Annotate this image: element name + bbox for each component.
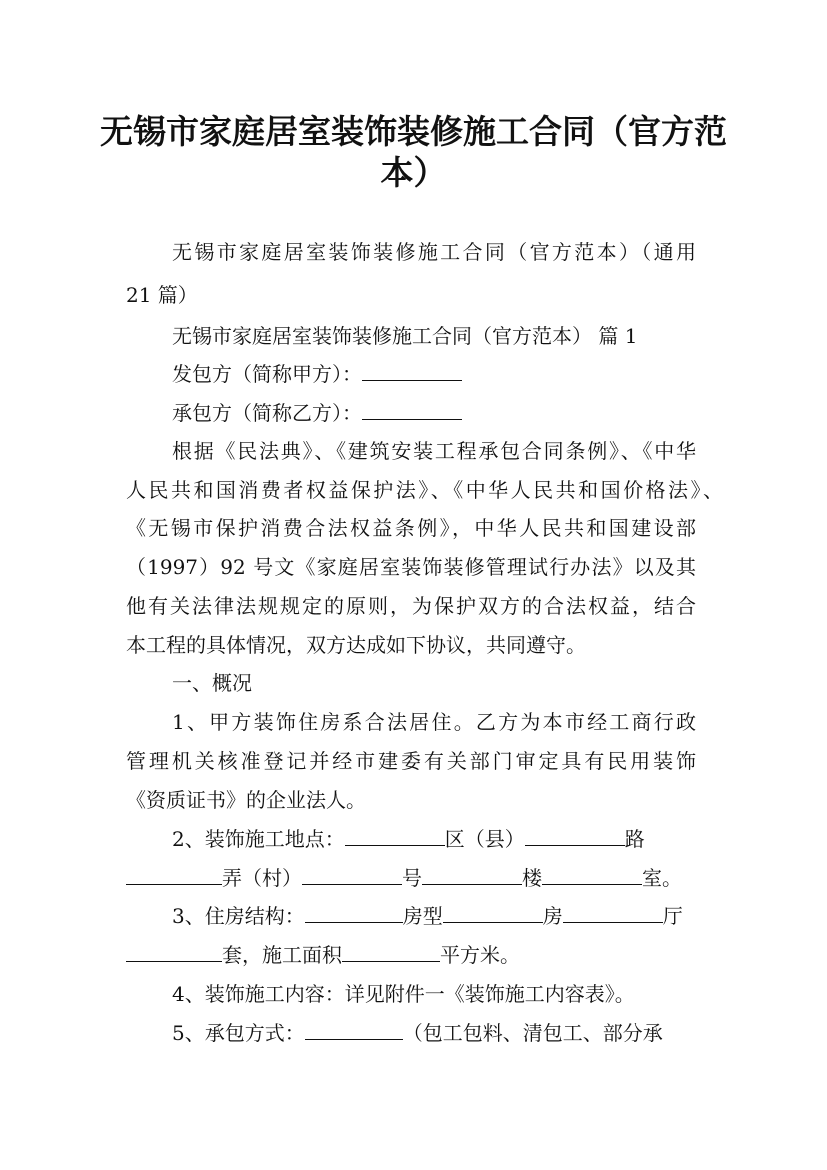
lane-label: 弄（村） [222,866,302,890]
road-label: 路 [624,827,645,851]
item2-line2 [126,866,682,890]
number-blank [302,866,402,885]
law-line5: 他有关法律法规规定的原则，为保护双方的合法权益，结合 [126,594,696,618]
item1-line1: 1、甲方装饰住房系合法居住。乙方为本市经工商行政 [172,710,696,734]
units-blank [126,943,222,962]
party-a-blank [362,362,462,381]
contract-mode-options: （包工包料、清包工、部分承 [402,1021,663,1045]
document-title-line1: 无锡市家庭居室装饰装修施工合同（官方范 [100,112,727,151]
road-blank [525,827,625,846]
halls-label: 厅 [662,904,683,928]
item1-line3: 《资质证书》的企业法人。 [126,788,366,812]
party-b-label: 承包方（简称乙方）： [172,401,362,425]
rooms-label: 房 [542,904,563,928]
item3-label: 3、住房结构： [172,904,305,928]
building-label: 楼 [522,866,542,890]
item1-line2: 管理机关核准登记并经市建委有关部门审定具有民用装饰 [126,749,696,773]
type-label: 房型 [402,904,443,928]
law-line4: （1997）92 号文《家庭居室装饰装修管理试行办法》以及其 [126,555,696,579]
area-label: 套，施工面积 [222,943,342,967]
room-blank [542,866,642,885]
contract-mode-blank [305,1021,403,1040]
area-unit-label: 平方米。 [440,943,520,967]
item2-label: 2、装饰施工地点： [172,827,345,851]
party-a-line [172,362,462,386]
document-title-line2: 本） [380,153,447,192]
room-label: 室。 [642,866,682,890]
item3-line1 [172,904,683,928]
item5-line [172,1021,663,1045]
party-a-label: 发包方（简称甲方）： [172,362,362,386]
halls-blank [563,904,663,923]
intro-line2: 21 篇） [126,283,198,307]
item5-label: 5、承包方式： [172,1021,305,1045]
item2-line1 [172,827,645,851]
type-blank [305,904,403,923]
intro-line1: 无锡市家庭居室装饰装修施工合同（官方范本）（通用 [172,240,696,264]
law-line2: 人民共和国消费者权益保护法》、《中华人民共和国价格法》、 [126,478,723,502]
district-label: 区（县） [444,827,525,851]
item3-line2 [126,943,520,967]
rooms-blank [443,904,543,923]
chapter-heading: 无锡市家庭居室装饰装修施工合同（官方范本） 篇 1 [172,324,638,348]
item4-line: 4、装饰施工内容：详见附件一《装饰施工内容表》。 [172,982,635,1006]
law-line1: 根据《民法典》、《建筑安装工程承包合同条例》、《中华 [172,439,696,463]
number-label: 号 [402,866,422,890]
building-blank [422,866,522,885]
party-b-blank [362,401,462,420]
section-1-heading: 一、概况 [172,671,252,695]
party-b-line [172,401,462,425]
law-line3: 《无锡市保护消费合法权益条例》，中华人民共和国建设部 [126,516,696,540]
lane-blank [126,866,222,885]
law-line6: 本工程的具体情况，双方达成如下协议，共同遵守。 [126,633,586,657]
district-blank [345,827,445,846]
area-blank [342,943,440,962]
